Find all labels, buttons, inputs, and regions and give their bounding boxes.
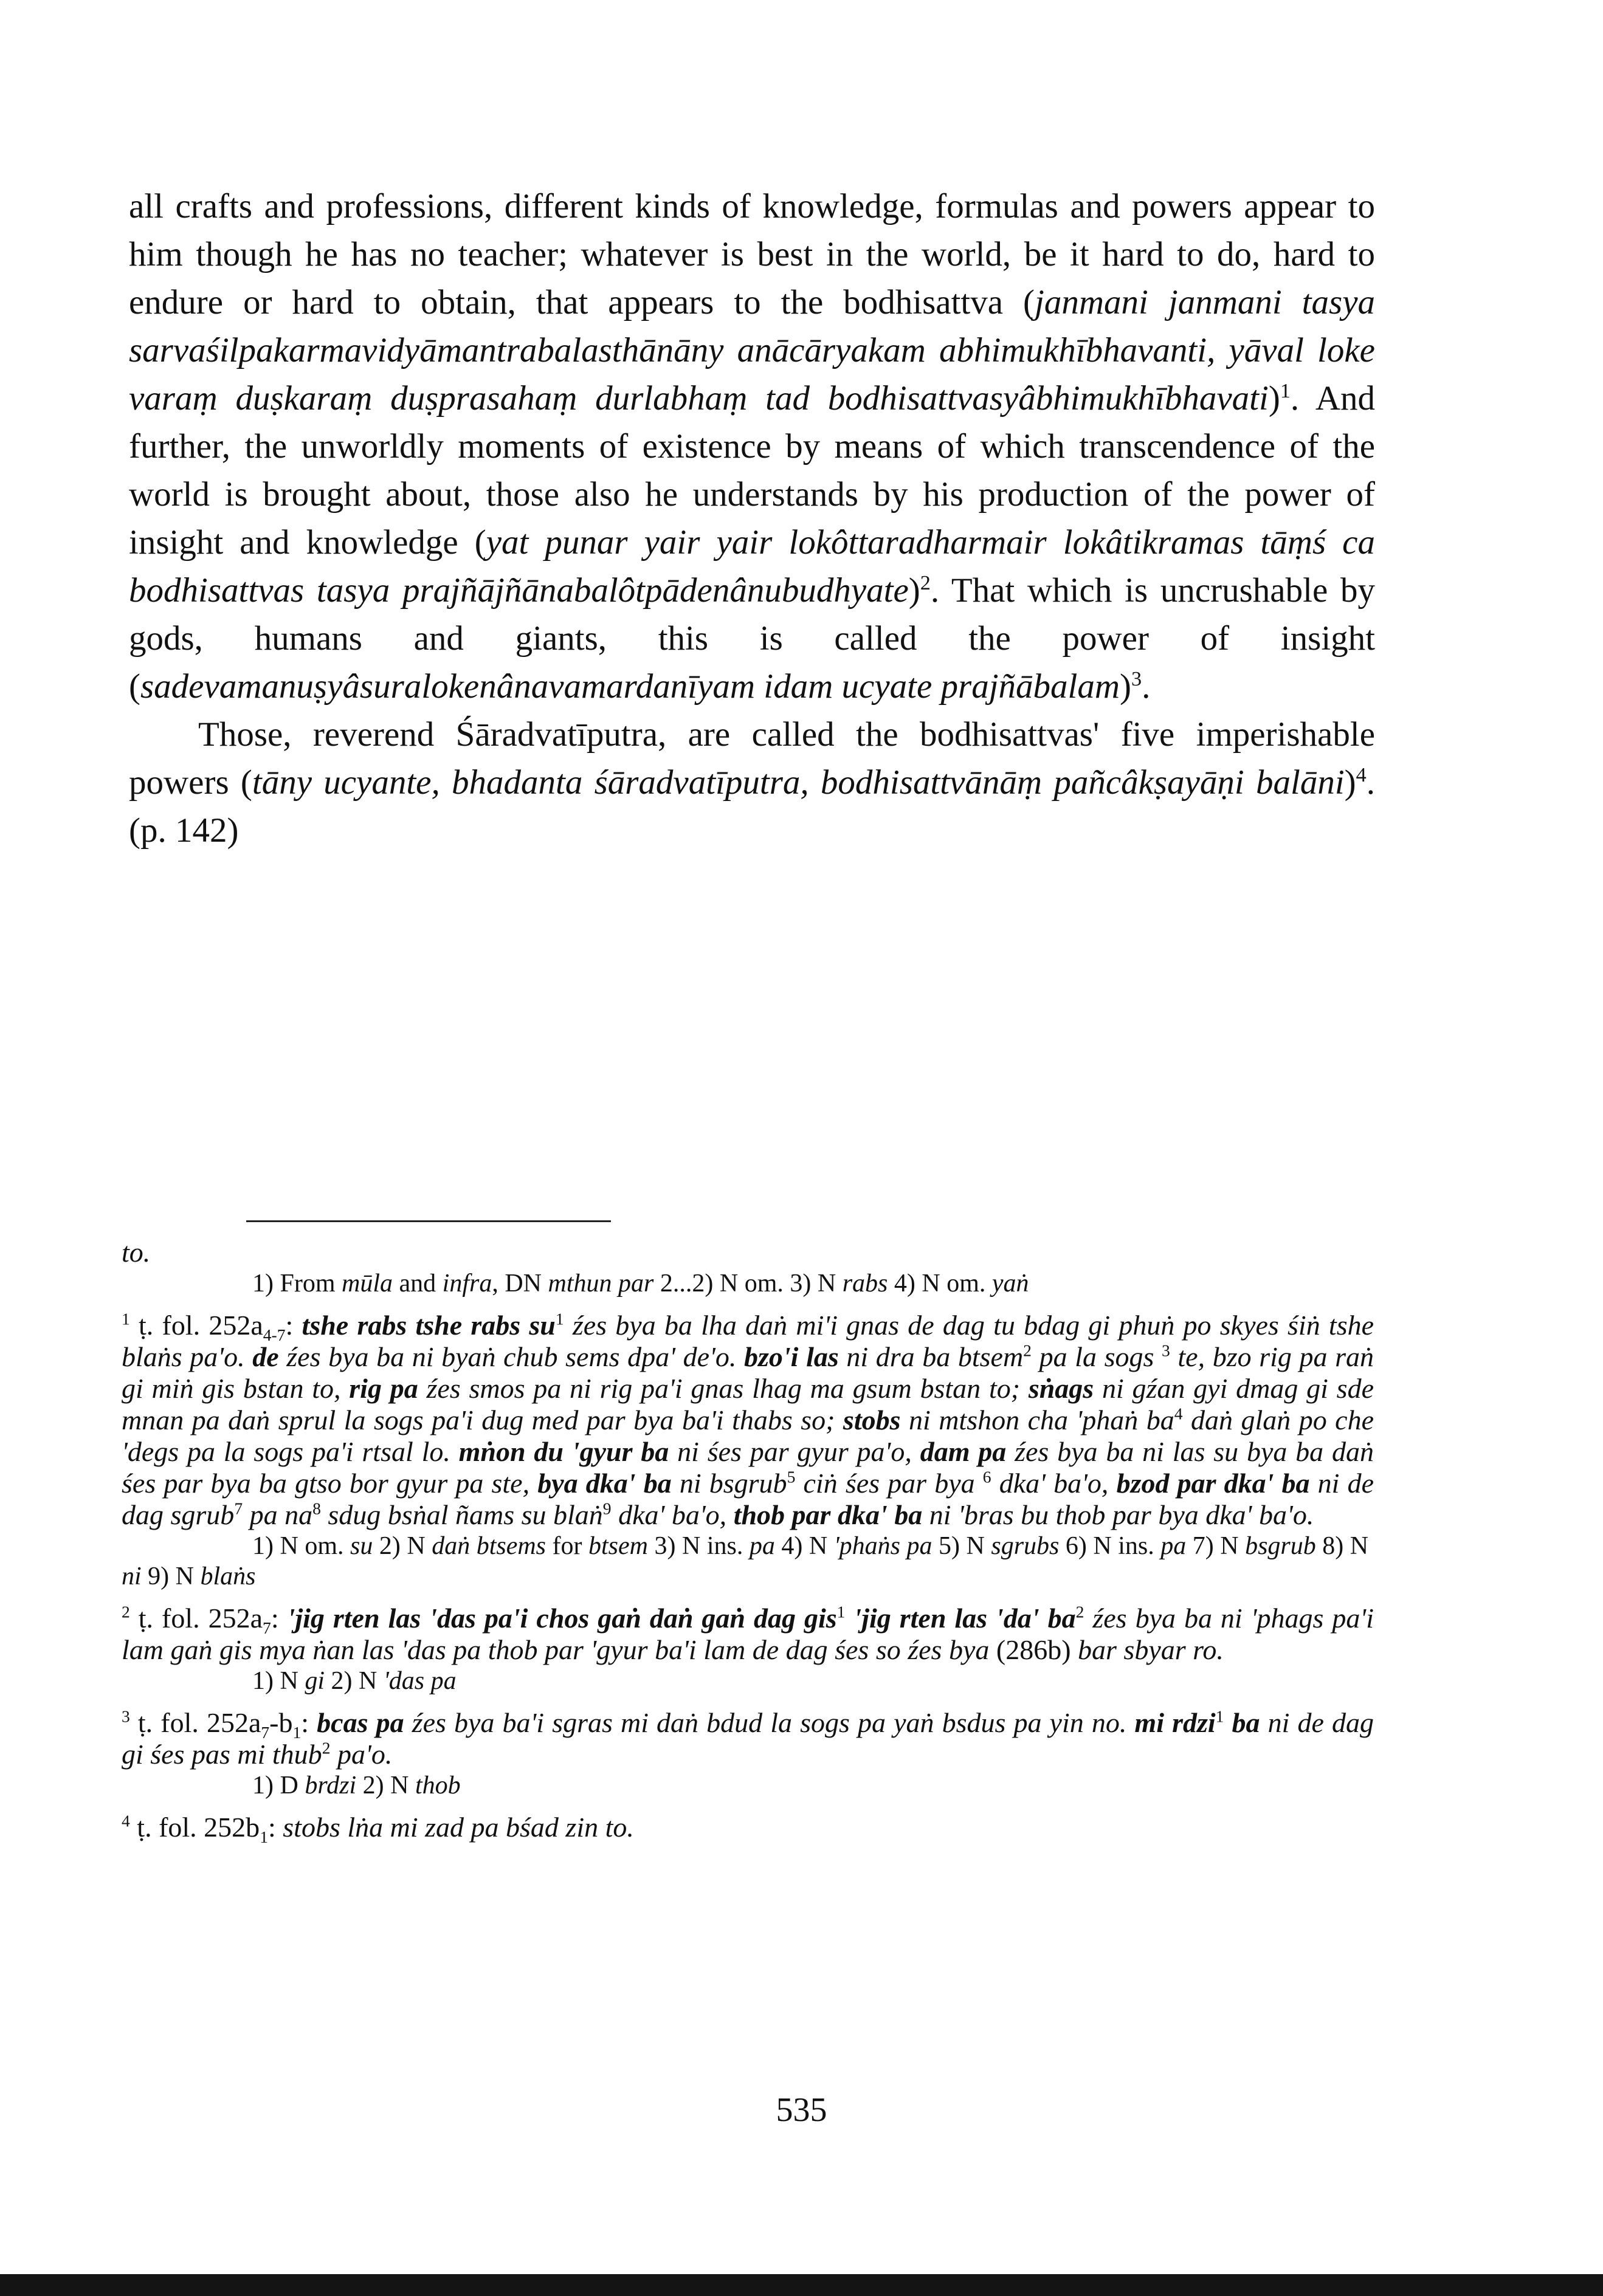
main-text [129, 182, 1375, 854]
paragraph-2: Those, reverend Śāradvatīputra, are called the bodhisattvas' five imperishable powers (tāny ucyante, bhadanta śāradvatīputra, bodhisattvānāṃ pañcâkṣayāṇi balāni)$^4$. (p. 142) [129, 715, 1375, 850]
footnote-ref-3: 3 [1131, 668, 1142, 690]
footnote-1: $^1$ ṭ. fol. $252a_{4-7}$: tshe rabs tshe rabs $su^1$ źes bya ba lha daṅ mi'i gnas de dag tu bdag gi phuṅ po skyes śiṅ tshe blaṅs pa'o. de źes bya ba ni byaṅ chub sems dpa' de'o. bzo'i las ni dra ba btsem$^2$ pa la sogs $^3$ te, bzo rig pa raṅ gi miṅ gis bstan to, rig pa źes smos pa ni rig pa'i gnas lhag ma gsum bstan to; sṅags ni gźan gyi dmag gi sde mnan pa daṅ sprul la sogs pa'i dug med par bya ba'i thabs so; stobs ni mtshon cha 'phaṅ $ba^4$ daṅ glaṅ po che 'degs pa la sogs pa'i rtsal lo. mṅon du 'gyur ba ni śes par gyur pa'o, dam pa źes bya ba ni las su bya ba daṅ śes par bya ba gtso bor gyur pa ste, bya dka' ba ni bsgrub$^5$ ciṅ śes par bya $^6$ dka' ba'o, bzod par dka' ba ni de dag sgrub$^7$ pa $na^8$ sdug bsṅal ñams su blaṅ$^9$ dka' ba'o, thob par dka' ba ni 'bras bu thob par bya dka' ba'o. [122, 1309, 1374, 1530]
paragraph-1: all crafts and professions, different kinds of knowledge, formulas and powers appear to him though he has no teacher; whatever is best in the world, be it hard to do, hard to endure or hard to obtain, that appears to the bodhisattva (janmani janmani tasya sarvaśilpakarmavidyāmantrabalasthānāny anācāryakam abhimukhībhavanti, yāval loke varaṃ duṣkaraṃ duṣprasahaṃ durlabhaṃ tad bodhisattvasyâbhimukhībhavati)$^1$. And further, the unworldly moments of existence by means of which transcendence of the world is brought about, those also he understands by his production of the power of insight and knowledge (yat punar yair yair lokôttaradharmair lokâtikramas tāṃś ca bodhisattvas tasya prajñājñānabalôtpādenânubudhyate)$^2$. That which is uncrushable by gods, humans and giants, this is called the power of insight (sadevamanuṣyâsuralokenânavamardanīyam idam ucyate prajñābalam)$^3$. [129, 187, 1376, 706]
carryover-variants: 1) From mūla and infra, DN mthun par 2...2) N om. 3) N rabs 4) N om. yaṅ [252, 1270, 1029, 1298]
footnote-ref-2: 2 [920, 572, 931, 594]
footnote-separator [246, 1220, 611, 1222]
footnote-3: $^3$ ṭ. fol. $252a_7-b_1$: bcas pa źes bya ba'i sgras mi daṅ bdud la sogs pa yaṅ bsdus pa yin no. mi rdzi$^1$ ba ni de dag gi śes pas mi thub$^2$ pa'o. [122, 1707, 1374, 1770]
footnote-carryover: to. [122, 1237, 151, 1268]
footnote-ref-4: 4 [1356, 764, 1367, 786]
scan-edge [0, 2274, 1603, 2296]
page-number: 535 [776, 2091, 827, 2129]
footnote-3-variants: 1) D brdzi 2) N thob [252, 1772, 461, 1799]
footnote-ref-1: 1 [1280, 380, 1291, 402]
footnote-2: $^2$ ṭ. fol. $252a_7$: 'jig rten las 'das pa'i chos gaṅ daṅ gaṅ dag gis$^1$ 'jig rten las 'da' $ba^2$ źes bya ba ni 'phags pa'i lam gaṅ gis mya ṅan las 'das pa thob par 'gyur ba'i lam de dag śes so źes bya (286b) bar sbyar ro. [122, 1602, 1374, 1665]
footnote-2-variants: 1) N gi 2) N 'das pa [252, 1667, 457, 1695]
footnote-1-variants: 1) N om. su 2) N daṅ btsems for btsem 3) N ins. pa 4) N 'phaṅs pa 5) N sgrubs 6) N ins. pa 7) N bsgrub 8) N ni 9) N blaṅs [122, 1532, 1369, 1590]
footnotes [122, 1237, 1374, 1847]
footnote-4: $^4$ ṭ. fol. $252b_1$: stobs lṅa mi zad pa bśad zin to. [122, 1811, 634, 1847]
